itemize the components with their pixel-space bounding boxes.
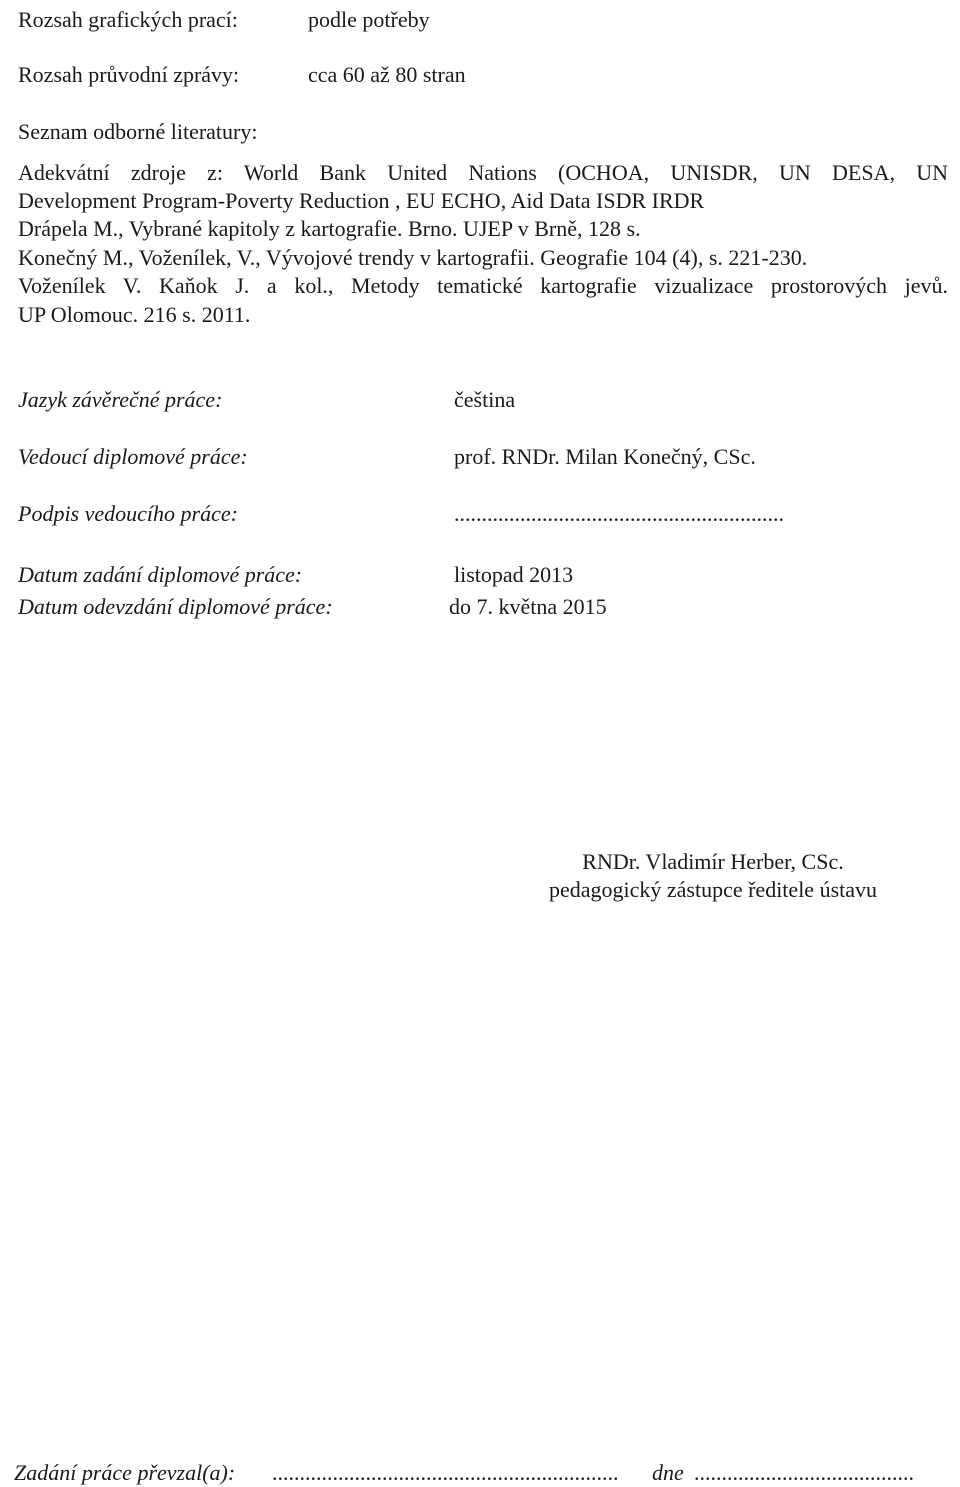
received-by-dots: ............................................................... bbox=[272, 1460, 619, 1485]
literature-line-5: Voženílek V. Kaňok J. a kol., Metody tematické kartografie vizualizace prostorových jevů. bbox=[18, 273, 948, 298]
assigned-date-label: Datum zadání diplomové práce: bbox=[18, 562, 303, 587]
literature-line-4: Konečný M., Voženílek, V., Vývojové trendy v kartografii. Geografie 104 (4), s. 221-230. bbox=[18, 245, 808, 270]
report-scope-value: cca 60 až 80 stran bbox=[308, 62, 466, 87]
received-date-dots: ........................................ bbox=[694, 1460, 914, 1485]
literature-line-3: Drápela M., Vybrané kapitoly z kartografie. Brno. UJEP v Brně, 128 s. bbox=[18, 216, 641, 241]
graphics-scope-label: Rozsah grafických prací: bbox=[18, 7, 238, 32]
literature-heading: Seznam odborné literatury: bbox=[18, 119, 258, 144]
signatory-name: RNDr. Vladimír Herber, CSc. bbox=[582, 849, 844, 874]
signatory-role: pedagogický zástupce ředitele ústavu bbox=[548, 877, 878, 902]
supervisor-label: Vedoucí diplomové práce: bbox=[18, 444, 248, 469]
signature-label: Podpis vedoucího práce: bbox=[18, 501, 238, 526]
received-by-label: Zadání práce převzal(a): bbox=[14, 1460, 236, 1485]
graphics-scope-value: podle potřeby bbox=[308, 7, 430, 32]
signature-dots: ............................................................ bbox=[454, 501, 784, 526]
literature-line-6: UP Olomouc. 216 s. 2011. bbox=[18, 302, 251, 327]
report-scope-label: Rozsah průvodní zprávy: bbox=[18, 62, 240, 87]
received-date-label: dne bbox=[652, 1460, 684, 1485]
language-value: čeština bbox=[454, 387, 516, 412]
submission-date-label: Datum odevzdání diplomové práce: bbox=[18, 594, 333, 619]
literature-line-1: Adekvátní zdroje z: World Bank United Nations (OCHOA, UNISDR, UN DESA, UN bbox=[18, 160, 948, 185]
submission-date-value: do 7. května 2015 bbox=[449, 594, 607, 619]
language-label: Jazyk závěrečné práce: bbox=[18, 387, 223, 412]
assigned-date-value: listopad 2013 bbox=[454, 562, 574, 587]
literature-line-2: Development Program-Poverty Reduction , EU ECHO, Aid Data ISDR IRDR bbox=[18, 188, 705, 213]
supervisor-value: prof. RNDr. Milan Konečný, CSc. bbox=[454, 444, 756, 469]
